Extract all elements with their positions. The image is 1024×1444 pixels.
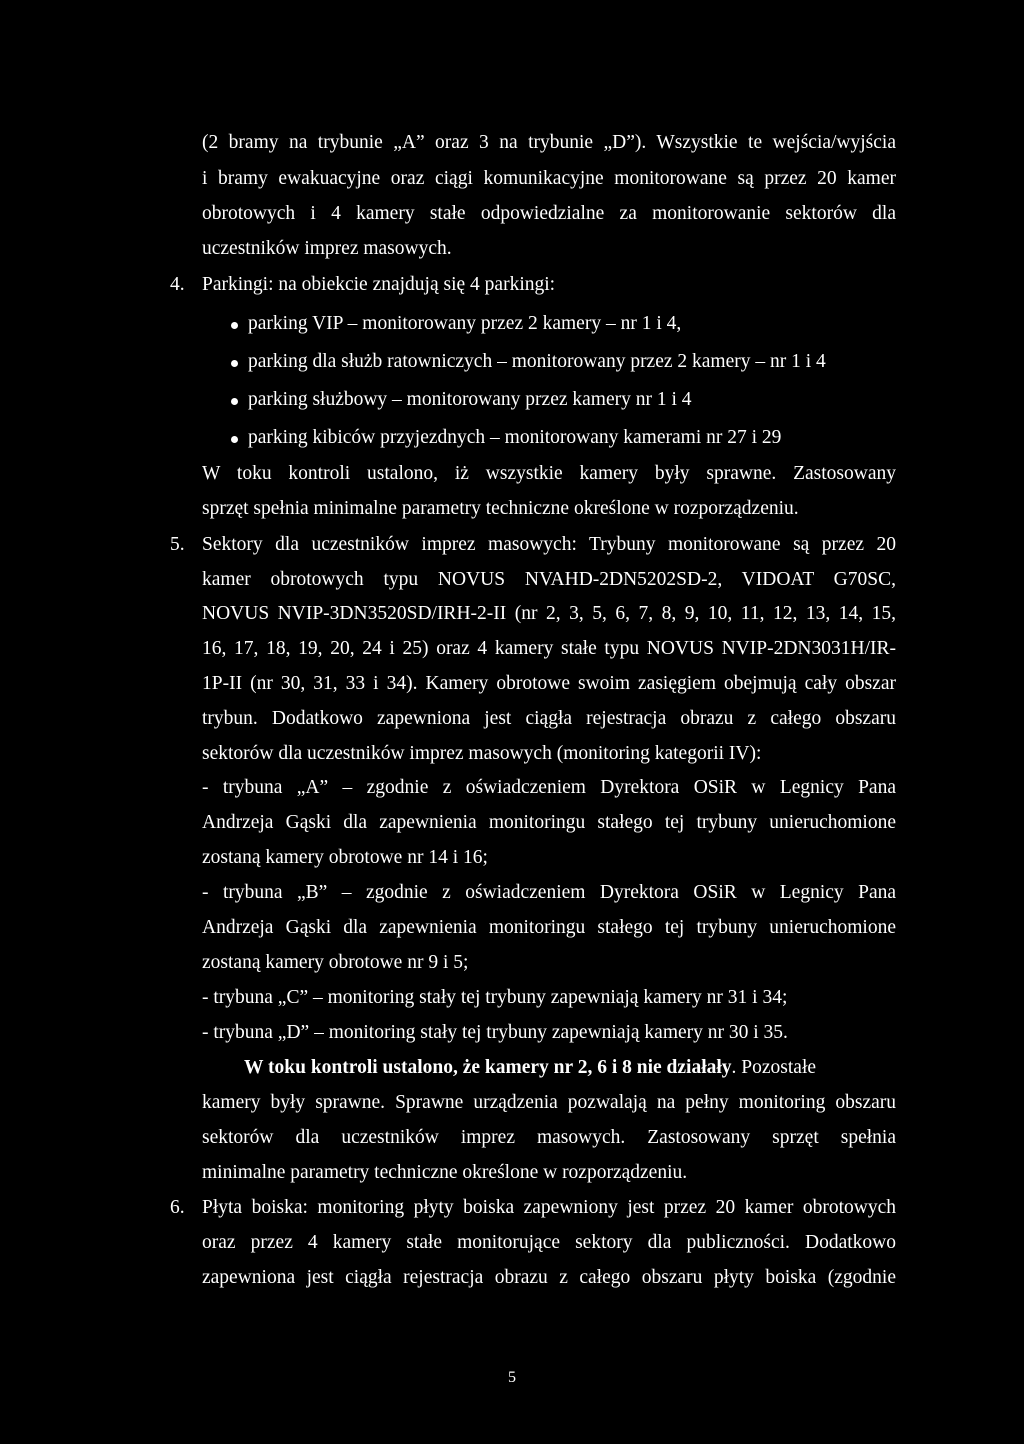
section-5-number: 5. [170,534,185,555]
section-5-finding-line-3: sektorów dla uczestników imprez masowych. Zastosowany sprzęt spełnia [202,1128,896,1148]
section-6-number: 6. [170,1197,185,1218]
tribune-b-line-3: zostaną kamery obrotowe nr 9 i 5; [202,952,469,973]
section-4-number: 4. [170,274,185,295]
tribune-a-line-1: - trybuna „A” – zgodnie z oświadczeniem Dyrektora OSiR w Legnicy Pana [202,778,896,798]
section-6-line-2: oraz przez 4 kamery stałe monitorujące sektory dla publiczności. Dodatkowo [202,1233,896,1253]
bullet-dot-icon [231,360,238,367]
parking-bullet-1: parking VIP – monitorowany przez 2 kamery – nr 1 i 4, [248,313,682,334]
section-5-finding [244,1058,816,1078]
section-4-conclusion-2: sprzęt spełnia minimalne parametry techniczne określone w rozporządzeniu. [202,498,799,519]
parking-bullet-2: parking dla służb ratowniczych – monitorowany przez 2 kamery – nr 1 i 4 [248,351,826,372]
section-4-heading: Parkingi: na obiekcie znajdują się 4 parkingi: [202,274,556,295]
section-6-line-3: zapewniona jest ciągła rejestracja obrazu z całego obszaru płyty boiska (zgodnie [202,1268,896,1288]
finding-bold-text: W toku kontroli ustalono, że kamery nr 2, 6 i 8 nie działały [244,1057,732,1078]
intro-line-1: (2 bramy na trybunie „A” oraz 3 na trybunie „D”). Wszystkie te wejścia/wyjścia [202,133,896,153]
tribune-a-line-3: zostaną kamery obrotowe nr 14 i 16; [202,847,488,868]
page-number: 5 [508,1369,516,1386]
intro-line-2: i bramy ewakuacyjne oraz ciągi komunikacyjne monitorowane są przez 20 kamer [202,169,896,189]
tribune-c-line: - trybuna „C” – monitoring stały tej trybuny zapewniają kamery nr 31 i 34; [202,987,788,1008]
section-5-line-7: sektorów dla uczestników imprez masowych (monitoring kategorii IV): [202,743,762,764]
section-6-line-1: Płyta boiska: monitoring płyty boiska zapewniony jest przez 20 kamer obrotowych [202,1198,896,1218]
finding-rest-text: . Pozostałe [731,1057,817,1078]
bullet-dot-icon [231,398,238,405]
section-5-line-2: kamer obrotowych typu NOVUS NVAHD-2DN5202SD-2, VIDOAT G70SC, [202,570,896,590]
section-4-conclusion-1: W toku kontroli ustalono, iż wszystkie kamery były sprawne. Zastosowany [202,464,896,484]
intro-line-3: obrotowych i 4 kamery stałe odpowiedzialne za monitorowanie sektorów dla [202,204,896,224]
tribune-b-line-2: Andrzeja Gąski dla zapewnienia monitoringu stałego tej trybuny unieruchomione [202,918,896,938]
bullet-dot-icon [231,436,238,443]
intro-line-4: uczestników imprez masowych. [202,238,452,259]
bullet-dot-icon [231,322,238,329]
parking-bullet-3: parking służbowy – monitorowany przez kamery nr 1 i 4 [248,389,692,410]
section-5-line-4: 16, 17, 18, 19, 20, 24 i 25) oraz 4 kamery stałe typu NOVUS NVIP-2DN3031H/IR- [202,639,896,659]
section-5-line-5: 1P-II (nr 30, 31, 33 i 34). Kamery obrotowe swoim zasięgiem obejmują cały obszar [202,674,896,694]
section-5-finding-line-2: kamery były sprawne. Sprawne urządzenia pozwalają na pełny monitoring obszaru [202,1093,896,1113]
section-5-line-6: trybun. Dodatkowo zapewniona jest ciągła rejestracja obrazu z całego obszaru [202,709,896,729]
tribune-b-line-1: - trybuna „B” – zgodnie z oświadczeniem Dyrektora OSiR w Legnicy Pana [202,883,896,903]
section-5-finding-line-4: minimalne parametry techniczne określone w rozporządzeniu. [202,1162,688,1183]
parking-bullet-4: parking kibiców przyjezdnych – monitorowany kamerami nr 27 i 29 [248,427,782,448]
section-5-line-1: Sektory dla uczestników imprez masowych: Trybuny monitorowane są przez 20 [202,535,896,555]
tribune-a-line-2: Andrzeja Gąski dla zapewnienia monitoringu stałego tej trybuny unieruchomione [202,813,896,833]
section-5-line-3: NOVUS NVIP-3DN3520SD/IRH-2-II (nr 2, 3, 5, 6, 7, 8, 9, 10, 11, 12, 13, 14, 15, [202,604,896,624]
tribune-d-line: - trybuna „D” – monitoring stały tej trybuny zapewniają kamery nr 30 i 35. [202,1022,788,1043]
